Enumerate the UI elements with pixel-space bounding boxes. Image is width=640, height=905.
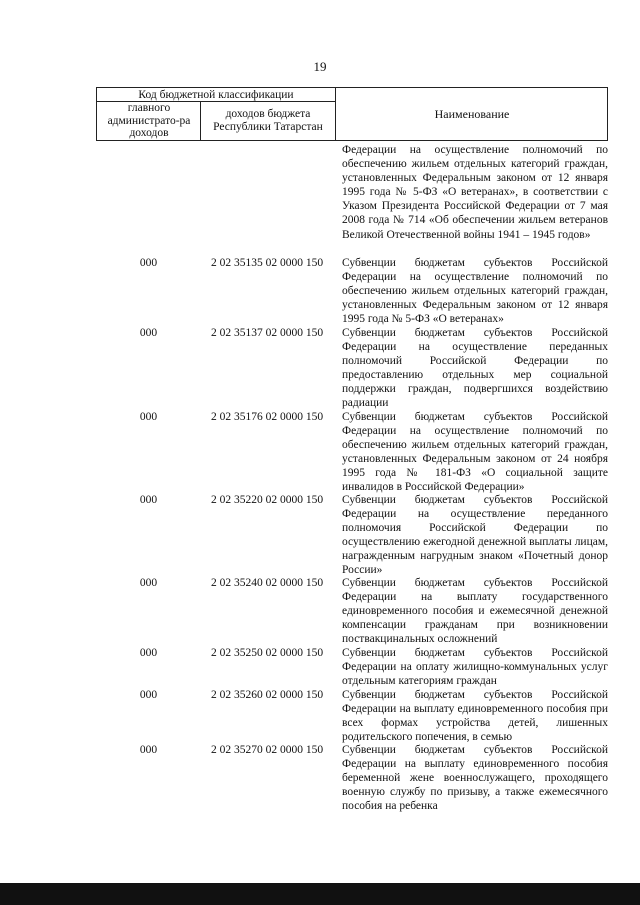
income-code: 2 02 35270 02 0000 150 (210, 744, 324, 756)
income-code: 2 02 35135 02 0000 150 (210, 257, 324, 269)
admin-code: 000 (139, 411, 158, 423)
header-divider-admin (200, 101, 201, 141)
admin-code: 000 (139, 577, 158, 589)
row-description: Субвенции бюджетам субъектов Российской Федерации на выплату государственного единовременного пособия и ежемесячной денежной компенсации гражданам при возникновении поствакцинальных осложнений (342, 577, 608, 646)
classification-table-header (96, 87, 608, 141)
income-code: 2 02 35176 02 0000 150 (210, 411, 324, 423)
admin-code: 000 (139, 494, 158, 506)
header-divider-name (335, 88, 336, 141)
admin-code: 000 (139, 689, 158, 701)
income-code: 2 02 35137 02 0000 150 (210, 327, 324, 339)
scan-border-bottom (0, 883, 640, 905)
admin-code: 000 (139, 257, 158, 269)
admin-code: 000 (139, 327, 158, 339)
row-description: Субвенции бюджетам субъектов Российской Федерации на выплату единовременного пособия беременной жене военнослужащего, проходящего военную службу по призыву, а также ежемесячного пособия на ребенка (342, 744, 608, 813)
row-description: Субвенции бюджетам субъектов Российской Федерации на осуществление полномочий по обеспечению жильем отдельных категорий граждан, установленных Федеральным законом от 12 января 1995 года № 5-ФЗ «О ветеранах» (342, 257, 608, 326)
income-code: 2 02 35220 02 0000 150 (210, 494, 324, 506)
header-group-title: Код бюджетной классификации (138, 89, 294, 101)
row-description: Субвенции бюджетам субъектов Российской Федерации на осуществление переданных полномочий Российской Федерации по предоставлению отдельных мер социальной поддержки граждан, подвергшихся воздействию радиации (342, 327, 608, 410)
row-description: Субвенции бюджетам субъектов Российской Федерации на выплату единовременного пособия при всех формах устройства детей, лишенных родительского попечения, в семью (342, 689, 608, 744)
header-col-income: доходов бюджета Республики Татарстан (213, 108, 323, 133)
admin-code: 000 (139, 647, 158, 659)
continuation-text: Федерации на осуществление полномочий по обеспечению жильем отдельных категорий граждан, установленных Федеральным законом от 12 января 1995 года № 5-ФЗ «О ветеранах», в соответствии с Указом Президента Российской Федерации от 7 мая 2008 года № 714 «Об обеспечении жильем ветеранов Великой Отечественной войны 1941 – 1945 годов» (342, 144, 608, 241)
page-number: 19 (313, 59, 327, 74)
row-description: Субвенции бюджетам субъектов Российской Федерации на осуществление переданного полномочия Российской Федерации по осуществлению ежегодной денежной выплаты лицам, награжденным нагрудным знаком «Почетный донор России» (342, 494, 608, 577)
header-col-admin: главного администрато-ра доходов (107, 102, 191, 139)
income-code: 2 02 35250 02 0000 150 (210, 647, 324, 659)
row-description: Субвенции бюджетам субъектов Российской Федерации на оплату жилищно-коммунальных услуг отдельным категориям граждан (342, 647, 608, 688)
admin-code: 000 (139, 744, 158, 756)
income-code: 2 02 35260 02 0000 150 (210, 689, 324, 701)
header-col-name: Наименование (434, 107, 510, 121)
income-code: 2 02 35240 02 0000 150 (210, 577, 324, 589)
row-description: Субвенции бюджетам субъектов Российской Федерации на осуществление полномочий по обеспечению жильем отдельных категорий граждан, установленных Федеральным законом от 24 ноября 1995 года № 181-ФЗ «О социальной защите инвалидов в Российской Федерации» (342, 411, 608, 494)
